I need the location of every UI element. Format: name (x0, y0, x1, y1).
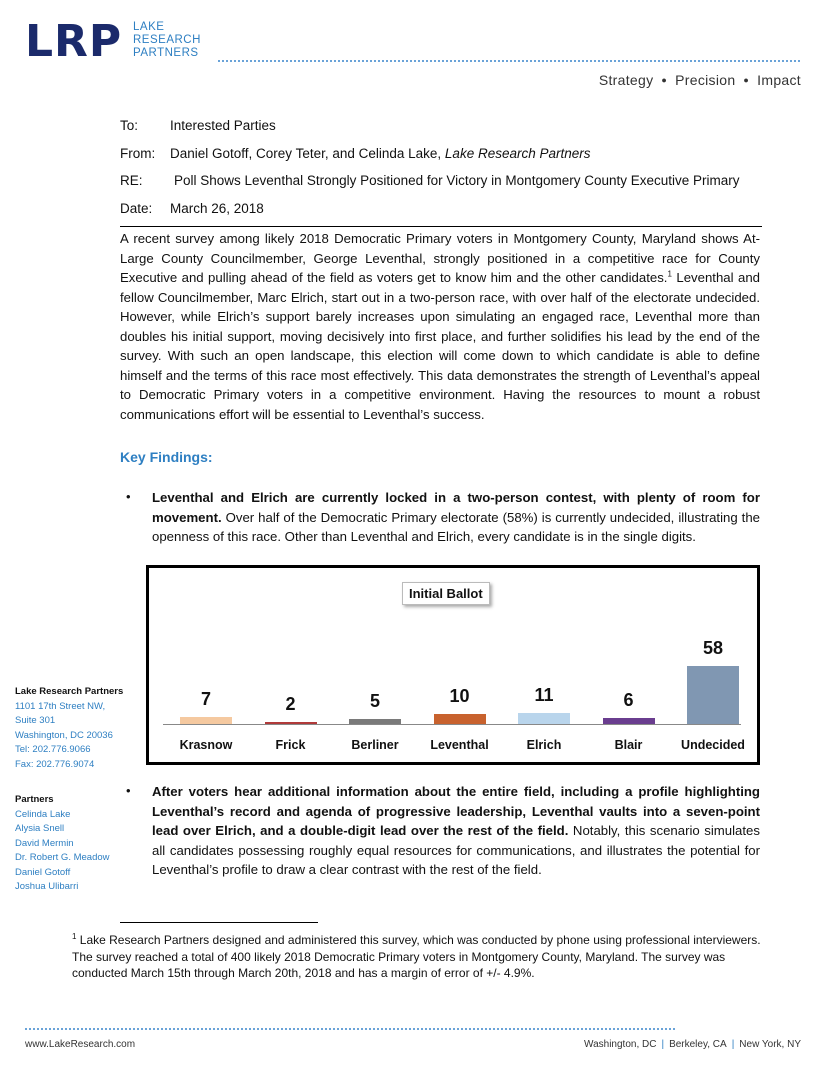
category-label-berliner: Berliner (351, 738, 399, 752)
partner-name: Daniel Gotoff (15, 866, 71, 878)
data-label-undecided: 58 (702, 638, 724, 658)
bar-blair (603, 718, 655, 724)
logo: LRP (25, 16, 123, 67)
initial-ballot-chart (146, 565, 760, 765)
category-label-leventhal: Leventhal (430, 738, 489, 752)
category-label-krasnow: Krasnow (179, 738, 233, 752)
address-line: 1101 17th Street NW, (15, 700, 106, 712)
office-location: Berkeley, CA (669, 1039, 727, 1050)
finding-1-bold: Leventhal and Elrich are currently locked in a two-person contest, with plenty of room for movement. (152, 490, 760, 525)
x-axis-line (163, 724, 741, 725)
footnote-divider (120, 922, 318, 923)
bar-frick (265, 722, 317, 724)
key-findings-heading: Key Findings: (120, 449, 213, 465)
data-label-krasnow: 7 (200, 689, 211, 709)
partner-name: Alysia Snell (15, 823, 65, 834)
address-line: Washington, DC 20036 (15, 729, 113, 741)
from-names: Daniel Gotoff, Corey Teter, and Celinda Lake, (170, 146, 445, 161)
bullet-separator-icon: ● (743, 75, 750, 85)
fax-line: Fax: 202.776.9074 (15, 758, 95, 770)
footer-divider (25, 1028, 675, 1030)
re-value: Poll Shows Leventhal Strongly Positioned for Victory in Montgomery County Executive Primary (174, 173, 740, 188)
tagline-item: Precision (675, 72, 736, 88)
finding-2 (152, 782, 760, 880)
partner-name: David Mermin (15, 837, 74, 849)
to-value: Interested Parties (170, 118, 276, 133)
bar-krasnow (180, 717, 232, 724)
footnote-mark: 1 (72, 932, 77, 941)
finding-2-bold: After voters hear additional information about the entire field, including a profile highlighting Leventhal’s record and agenda of progressive leadership, Leventhal vaults into a seven-point lead over Elrich, and a double-digit lead over the rest of the field. (152, 784, 760, 838)
date-value: March 26, 2018 (170, 201, 264, 216)
data-label-berliner: 5 (369, 691, 380, 711)
footnote-text: Lake Research Partners designed and administered this survey, which was conducted by phone using professional interviewers. The survey reached a total of 400 likely 2018 Democratic Primary voters in Montgomery County, Maryland. The survey was conducted March 15th through March 20th, 2018 and has a margin of error of +/- 4.9%. (72, 933, 761, 980)
logo-word: LAKE (133, 21, 165, 33)
bar-leventhal (434, 714, 486, 724)
partners-heading: Partners (15, 794, 54, 805)
pipe-separator: | (661, 1039, 665, 1050)
phone-line: Tel: 202.776.9066 (15, 744, 91, 755)
category-label-frick: Frick (275, 738, 306, 752)
bullet-icon: • (126, 489, 131, 504)
finding-1 (152, 488, 760, 547)
pipe-separator: | (731, 1039, 735, 1050)
data-label-frick: 2 (285, 694, 296, 714)
logo-word: RESEARCH (133, 34, 201, 46)
category-label-blair: Blair (614, 738, 643, 752)
memo-divider (120, 226, 762, 227)
from-org: Lake Research Partners (444, 146, 591, 161)
from-label: From: (120, 146, 156, 161)
date-label: Date: (120, 201, 153, 216)
website-link[interactable]: www.LakeResearch.com (25, 1039, 136, 1050)
footnote-ref[interactable]: 1 (667, 269, 672, 279)
sidebar-contact (15, 685, 123, 772)
logo-word: PARTNERS (133, 47, 199, 59)
logo-wordmark (133, 21, 201, 60)
category-label-elrich: Elrich (526, 738, 562, 752)
from-value (170, 146, 591, 161)
office-location: Washington, DC (584, 1039, 657, 1050)
address-line: Suite 301 (15, 715, 56, 726)
partner-name: Dr. Robert G. Meadow (15, 852, 110, 863)
header-divider (218, 60, 800, 62)
bullet-separator-icon: ● (661, 75, 668, 85)
chart-title: Initial Ballot (402, 582, 490, 605)
bullet-icon: • (126, 783, 131, 798)
footnote (72, 932, 762, 982)
intro-paragraph (120, 229, 760, 424)
finding-1-text: Over half of the Democratic Primary electorate (58%) is currently undecided, illustrating the openness of this race. Other than Leventhal and Elrich, every candidate is in the single digits. (152, 509, 760, 544)
tagline-item: Strategy (598, 72, 654, 88)
data-label-elrich: 11 (534, 685, 554, 705)
category-label-undecided: Undecided (681, 738, 745, 752)
sidebar-org-heading: Lake Research Partners (15, 686, 124, 697)
sidebar-partners (15, 793, 110, 895)
bar-elrich (518, 713, 570, 724)
intro-text: A recent survey among likely 2018 Democratic Primary voters in Montgomery County, Maryland shows At-Large County Councilmember, George Leventhal, strongly positioned in a competitive race for County Executive and pulling ahead of the field as voters get to know him and the other candidates. (120, 231, 760, 285)
re-label: RE: (120, 173, 143, 188)
bar-undecided (687, 666, 739, 724)
data-label-leventhal: 10 (449, 686, 470, 706)
partner-name: Celinda Lake (15, 808, 71, 820)
data-label-blair: 6 (623, 690, 634, 710)
to-label: To: (120, 118, 139, 133)
office-locations (584, 1039, 801, 1050)
intro-text: Leventhal and fellow Councilmember, Marc Elrich, start out in a two-person race, with over half of the electorate undecided. However, while Elrich’s support barely increases upon simulating an engaged race, Leventhal more than doubles his initial support, moving decisively into first place, and further solidifies his lead by the end of the survey. With such an open landscape, this election will come down to which candidate is able to define himself and the terms of this race most effectively. This data demonstrates the strength of Leventhal’s appeal to Democratic Primary voters in a competitive environment. Having the resources to mount a robust communications effort will be essential to Leventhal’s success. (120, 270, 760, 422)
tagline-item: Impact (757, 72, 801, 88)
tagline (599, 72, 801, 88)
finding-2-text: Notably, this scenario simulates all candidates possessing roughly equal resources for communications, and illustrates the potential for Leventhal’s profile to draw a clear contrast with the rest of the field. (152, 823, 760, 877)
partner-name: Joshua Ulibarri (15, 881, 79, 892)
office-location: New York, NY (739, 1039, 801, 1050)
bar-berliner (349, 719, 401, 724)
